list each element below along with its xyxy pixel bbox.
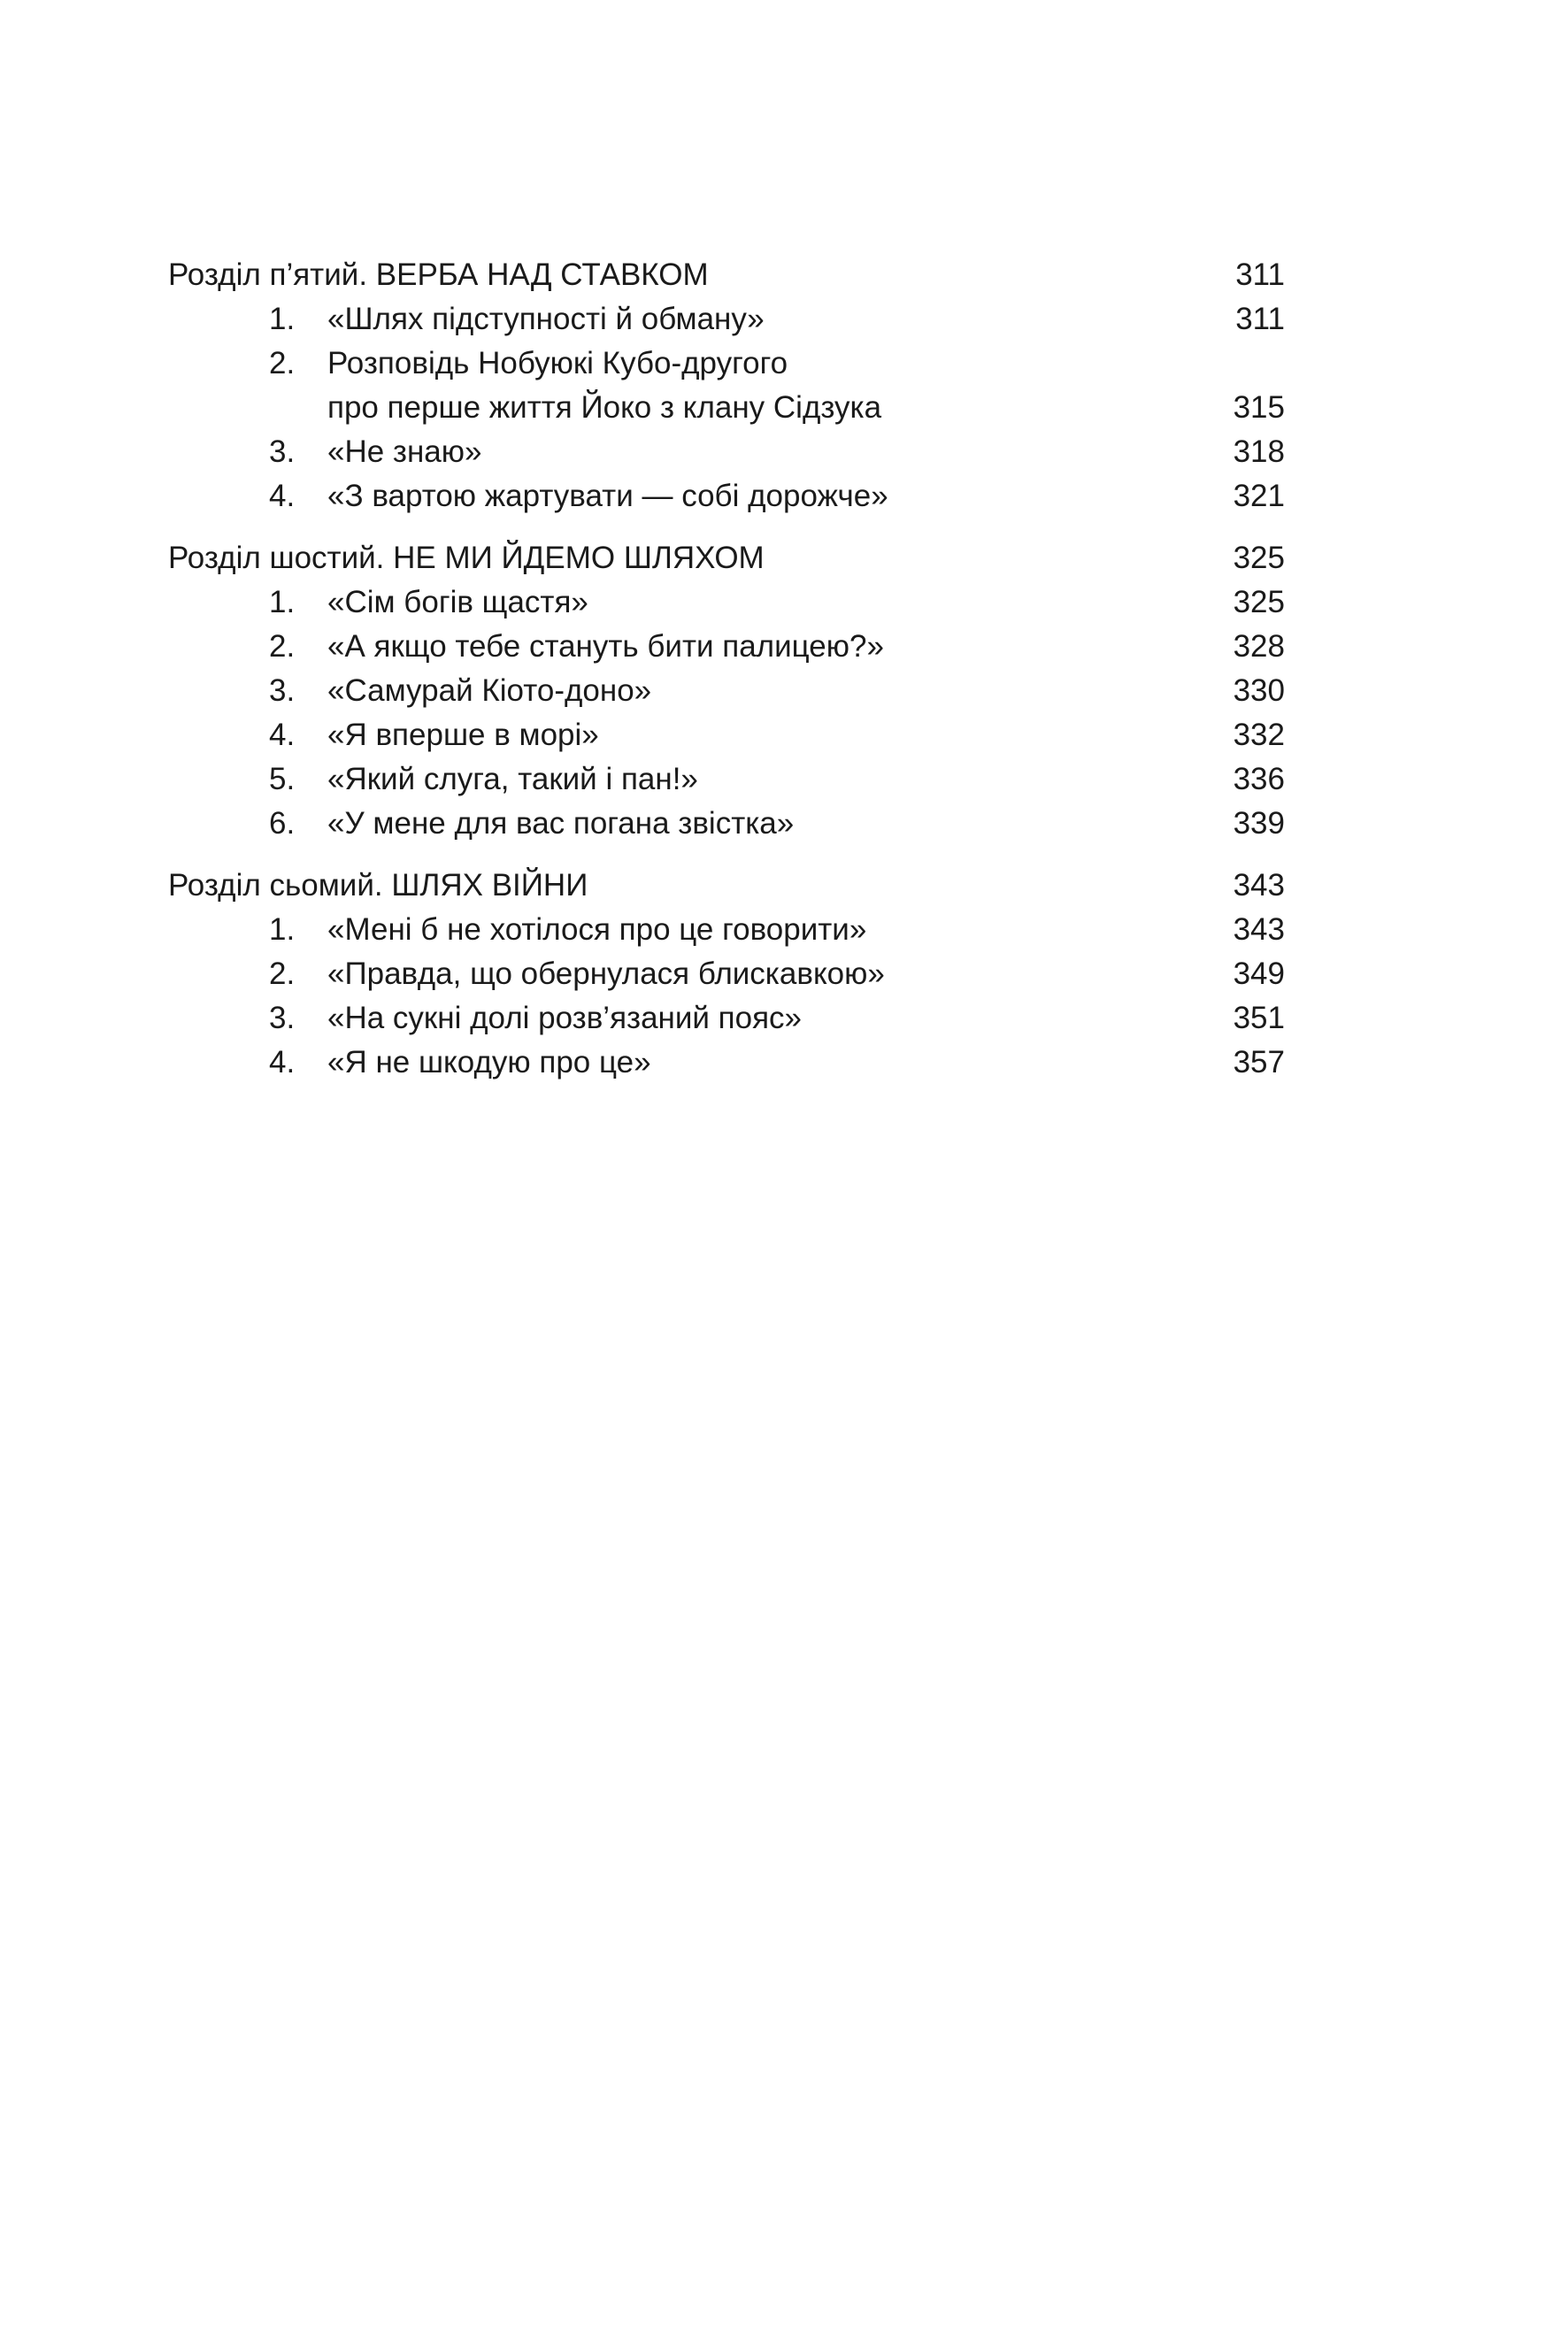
section-number: 1. [269, 912, 296, 947]
table-of-contents [168, 253, 1285, 1085]
page-number: 336 [1223, 757, 1285, 802]
section-title-continued: про перше життя Йоко з клану Сідзука [327, 386, 894, 430]
chapter-entry [168, 253, 1285, 297]
chapter-gap [168, 846, 1285, 864]
page-number: 349 [1223, 952, 1285, 996]
page-number: 332 [1223, 713, 1285, 757]
chapter-title: Розділ шостий. НЕ МИ ЙДЕМО ШЛЯХОМ [168, 536, 777, 580]
section-entry [168, 952, 1285, 996]
page-number: 315 [1223, 386, 1285, 430]
section-entry [168, 625, 1285, 669]
section-number: 4. [269, 1045, 296, 1079]
page-number: 311 [1223, 297, 1285, 342]
section-entry [168, 1041, 1285, 1085]
section-title: «Який слуга, такий і пан!» [327, 757, 711, 802]
section-entry [168, 669, 1285, 713]
section-title: «Не знаю» [327, 430, 495, 474]
section-title: Розповідь Нобуюкі Кубо-другого [327, 342, 800, 386]
section-title: «У мене для вас погана звістка» [327, 802, 806, 846]
chapter-gap [168, 519, 1285, 536]
section-entry [168, 996, 1285, 1041]
section-number: 3. [269, 1001, 296, 1035]
section-title: «Шлях підступності й обману» [327, 297, 777, 342]
section-number: 4. [269, 479, 296, 513]
page-number: 325 [1223, 580, 1285, 625]
section-entry [168, 908, 1285, 952]
section-title: «Мені б не хотілося про це говорити» [327, 908, 879, 952]
section-title: «На сукні долі розв’язаний пояс» [327, 996, 814, 1041]
chapter-title: Розділ сьомий. ШЛЯХ ВІЙНИ [168, 864, 600, 908]
chapter-title: Розділ п’ятий. ВЕРБА НАД СТАВКОМ [168, 253, 721, 297]
page-number: 357 [1223, 1041, 1285, 1085]
section-entry [168, 430, 1285, 474]
section-entry-continuation [168, 386, 1285, 430]
page-number: 321 [1223, 474, 1285, 519]
section-title: «Я не шкодую про це» [327, 1041, 664, 1085]
section-entry [168, 342, 1285, 386]
section-number: 3. [269, 434, 296, 469]
section-number: 1. [269, 302, 296, 336]
page-number: 328 [1223, 625, 1285, 669]
page-number: 325 [1223, 536, 1285, 580]
section-entry [168, 802, 1285, 846]
section-number: 2. [269, 957, 296, 991]
section-title: «Я вперше в морі» [327, 713, 611, 757]
section-entry [168, 297, 1285, 342]
section-entry [168, 580, 1285, 625]
section-title: «З вартою жартувати — собі дорожче» [327, 474, 901, 519]
page-number: 318 [1223, 430, 1285, 474]
page-number: 330 [1223, 669, 1285, 713]
section-title: «Самурай Кіото-доно» [327, 669, 664, 713]
page-number: 343 [1223, 908, 1285, 952]
page-number: 311 [1223, 253, 1285, 297]
section-entry [168, 713, 1285, 757]
page-number: 339 [1223, 802, 1285, 846]
page-number: 343 [1223, 864, 1285, 908]
page-number: 351 [1223, 996, 1285, 1041]
section-title: «А якщо тебе стануть бити палицею?» [327, 625, 896, 669]
section-number: 2. [269, 346, 296, 380]
section-title: «Правда, що обернулася блискавкою» [327, 952, 897, 996]
section-number: 6. [269, 806, 296, 841]
section-title: «Сім богів щастя» [327, 580, 601, 625]
section-number: 3. [269, 673, 296, 708]
section-number: 4. [269, 718, 296, 752]
section-entry [168, 474, 1285, 519]
section-number: 5. [269, 762, 296, 796]
chapter-entry [168, 864, 1285, 908]
chapter-entry [168, 536, 1285, 580]
section-entry [168, 757, 1285, 802]
section-number: 1. [269, 585, 296, 619]
section-number: 2. [269, 629, 296, 664]
